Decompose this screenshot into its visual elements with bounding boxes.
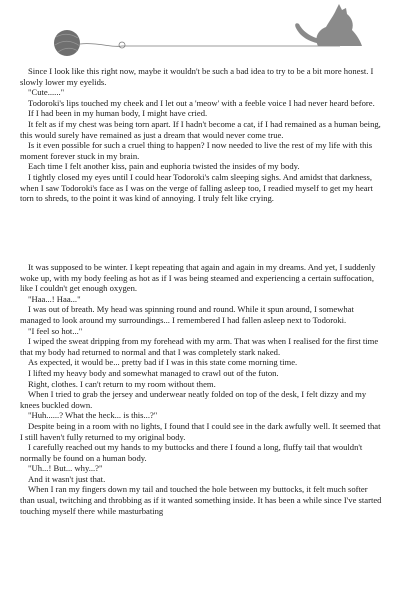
text-section-1 (20, 66, 382, 204)
paragraph: I tightly closed my eyes until I could hear Todoroki's calm sleeping sighs. And amidst that darkness, when I saw Todoroki's face as I was on the verge of falling asleep too, I readied myself to get my heart torn to shreds, to the point it was kind of annoying. I truly felt like crying. (20, 171, 373, 204)
paragraph: "Cute......" (28, 87, 65, 98)
paragraph: It was supposed to be winter. I kept repeating that again and again in my dreams. And yet, I suddenly woke up, with my body feeling as hot as if I was being steamed and experiencing a certain suffocation, like I couldn't get enough oxygen. (20, 262, 376, 294)
paragraph: "I feel so hot..." (28, 325, 83, 336)
text-section-2 (20, 262, 382, 516)
paragraph: And it wasn't just that. (28, 473, 106, 484)
paragraph: I carefully reached out my hands to my buttocks and there I found a long, fluffy tail that wouldn't normally be found on a human body. (20, 442, 363, 463)
paragraph: I wiped the sweat dripping from my forehead with my arm. That was when I realised for the first time that my body had returned to normal and that I was completely stark naked. (20, 336, 379, 357)
header-decoration (0, 0, 400, 62)
paragraph: "Haa...! Haa..." (28, 293, 81, 304)
yarn-string (80, 44, 122, 47)
paragraph: It felt as if my chest was being torn apart. If I hadn't become a cat, if I had remained as a human being, this would surely have remained as just a dream that would never come true. (20, 118, 381, 140)
paragraph: When I ran my fingers down my tail and touched the hole between my buttocks, it felt much softer than usual, twitching and throbbing as if it wanted something inside. It has been a while since I've started touching myself there while masturbating (20, 484, 382, 516)
yarn-ball-icon (54, 30, 80, 56)
paragraph: Right, clothes. I can't return to my room without them. (28, 378, 216, 389)
paragraph: Todoroki's lips touched my cheek and I let out a 'meow' with a feeble voice I had never heard before. (28, 97, 375, 108)
paragraph: Since I look like this right now, maybe it wouldn't be such a bad idea to try to be a bit more honest. I slowly lower my eyelids. (20, 66, 374, 87)
cat-silhouette-icon (295, 4, 362, 46)
paragraph: I lifted my heavy body and somewhat managed to crawl out of the futon. (28, 367, 279, 378)
paragraph: "Huh......? What the heck... is this...?" (28, 410, 158, 421)
paragraph: If I had been in my human body, I might have cried. (28, 108, 208, 119)
paragraph: As expected, it would be... pretty bad if I was in this state come morning time. (28, 357, 298, 368)
paragraph: When I tried to grab the jersey and underwear neatly folded on top of the desk, I felt dizzy and my knees buckled down. (20, 389, 367, 410)
string-loop-icon (119, 42, 125, 48)
paragraph: Despite being in a room with no lights, I found that I could see in the dark awfully well. It seemed that I still haven't fully returned to my original body. (20, 420, 381, 442)
paragraph: Is it even possible for such a cruel thing to happen? I now needed to live the rest of my life with this moment forever stuck in my brain. (20, 140, 373, 161)
paragraph: Each time I felt another kiss, pain and euphoria twisted the insides of my body. (28, 161, 300, 172)
paragraph: I was out of breath. My head was spinning round and round. While it spun around, I somewhat managed to look around my surroundings... I remembered I had fallen asleep next to Todoroki. (20, 304, 354, 325)
paragraph: "Uh...! But... why...?" (28, 463, 103, 474)
